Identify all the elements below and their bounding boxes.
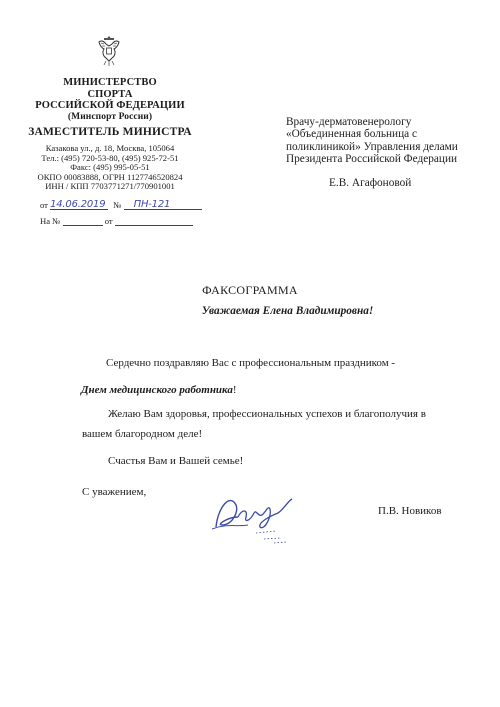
recipient-line: Президента Российской Федерации bbox=[286, 153, 458, 166]
handwritten-number: ПН-121 bbox=[133, 199, 171, 210]
reference-number-line bbox=[63, 213, 103, 226]
okpo-ogrn: ОКПО 00083888, ОГРН 1127746520824 bbox=[37, 171, 183, 182]
salutation: Уважаемая Елена Владимировна! bbox=[201, 305, 374, 317]
reference-row bbox=[40, 213, 193, 227]
closing-regards: С уважением, bbox=[82, 486, 147, 498]
ministry-line: СПОРТА bbox=[87, 88, 133, 100]
recipient-line: «Объединенная больница с bbox=[286, 128, 417, 141]
holiday-exclamation: ! bbox=[232, 384, 237, 396]
recipient-line: поликлиникой» Управления делами bbox=[286, 140, 458, 153]
address: Казакова ул., д. 18, Москва, 105064 bbox=[45, 143, 175, 153]
coat-of-arms-icon bbox=[97, 34, 121, 68]
deputy-minister-title: ЗАМЕСТИТЕЛЬ МИНИСТРА bbox=[28, 126, 192, 138]
recipient-line: Врачу-дерматовенерологу bbox=[286, 116, 412, 128]
ministry-line: МИНИСТЕРСТВО bbox=[63, 77, 157, 88]
phone: Тел.: (495) 720-53-80, (495) 925-72-51 bbox=[41, 152, 179, 163]
reference-from: от bbox=[104, 216, 113, 226]
paragraph-wishes-1: Желаю Вам здоровья, профессиональных успехов и благополучия в bbox=[108, 408, 426, 420]
signer-name: П.В. Новиков bbox=[378, 505, 442, 517]
reference-date-line bbox=[115, 213, 193, 226]
number-line bbox=[124, 197, 202, 210]
paragraph-holiday bbox=[81, 384, 237, 397]
handwritten-signature bbox=[208, 487, 300, 549]
paragraph-wishes-2: вашем благородном деле! bbox=[82, 428, 203, 440]
ministry-line: РОССИЙСКОЙ ФЕДЕРАЦИИ bbox=[35, 100, 185, 112]
paragraph-greeting: Сердечно поздравляю Вас с профессиональным праздником - bbox=[106, 357, 396, 369]
date-line bbox=[50, 197, 108, 210]
inn-kpp: ИНН / КПП 7703771271/770901001 bbox=[45, 181, 175, 192]
reference-prefix: На № bbox=[40, 216, 61, 226]
paragraph-happiness: Счастья Вам и Вашей семье! bbox=[108, 455, 244, 467]
number-prefix: № bbox=[113, 200, 122, 210]
holiday-name: Днем медицинского работника bbox=[81, 384, 233, 396]
handwritten-date: 14.06.2019 bbox=[50, 199, 106, 210]
contact-details bbox=[22, 144, 198, 192]
ministry-short-name: (Минспорт России) bbox=[67, 112, 153, 122]
registration-row bbox=[40, 197, 202, 211]
from-prefix: от bbox=[40, 200, 48, 210]
ministry-name bbox=[22, 77, 198, 112]
recipient-block bbox=[286, 116, 462, 166]
document-title: ФАКСОГРАММА bbox=[202, 283, 298, 297]
fax: Факс: (495) 995-05-51 bbox=[70, 162, 150, 173]
recipient-name: Е.В. Агафоновой bbox=[329, 177, 412, 189]
